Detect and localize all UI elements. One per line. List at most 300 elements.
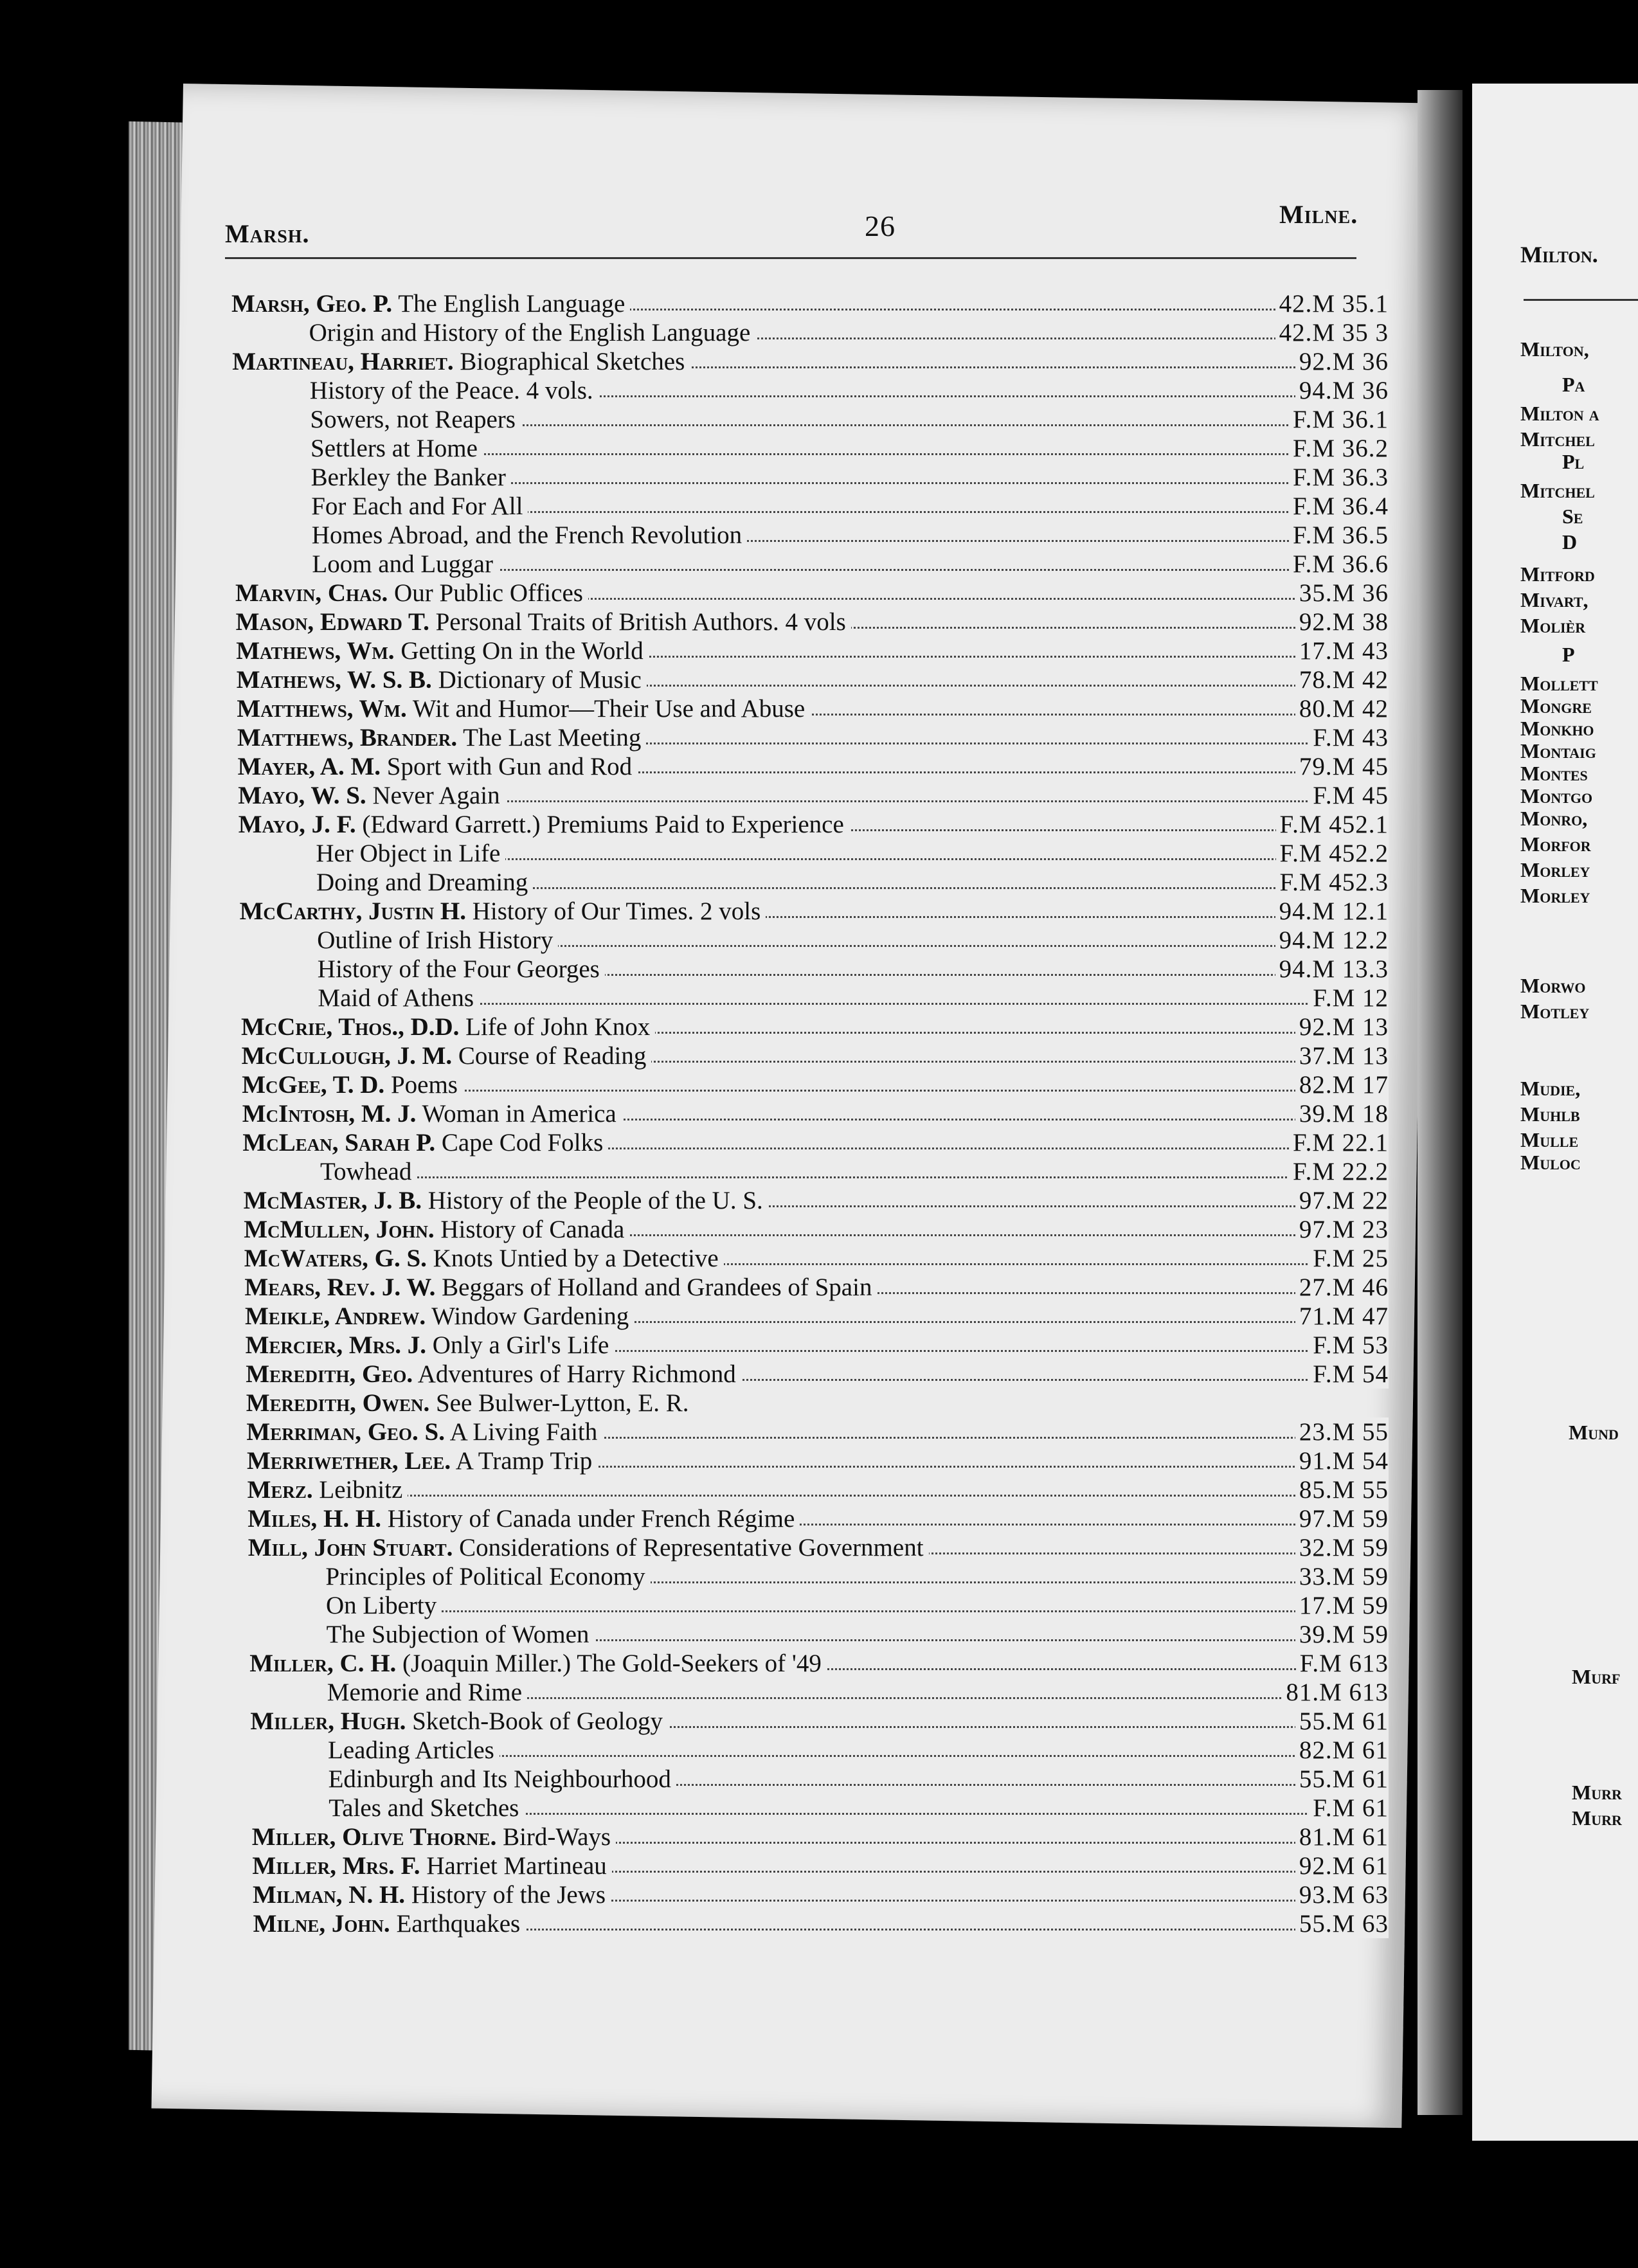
entry-author: Mercier, Mrs. J.: [245, 1331, 426, 1359]
entry-call-number: F.M 36.6: [1289, 550, 1389, 579]
facing-page-fragment: Morley: [1520, 858, 1590, 881]
entry-call-number: F.M 45: [1309, 781, 1389, 810]
entry-title: History of the People of the U. S.: [428, 1187, 763, 1214]
facing-page-fragment: Murf: [1572, 1665, 1621, 1688]
entry-call-number: 55.M 63: [1295, 1909, 1389, 1938]
entry-title: Edinburgh and Its Neighbourhood: [328, 1765, 671, 1793]
catalog-entry: [252, 1851, 1389, 1880]
catalog-entry: [253, 1909, 1389, 1938]
catalog-entry: [243, 1157, 1389, 1186]
entry-call-number: 71.M 47: [1295, 1302, 1389, 1331]
entry-title: Window Gardening: [431, 1302, 629, 1330]
entry-author: McMullen, John.: [244, 1216, 435, 1243]
entry-author: Miller, Mrs. F.: [252, 1852, 420, 1880]
catalog-entry: [239, 810, 1389, 839]
entry-title: Sketch-Book of Geology: [412, 1707, 663, 1735]
facing-page-fragment: Pl: [1562, 450, 1585, 473]
entry-text: [232, 319, 756, 346]
catalog-entry: [244, 1244, 1389, 1273]
entry-title: For Each and For All: [311, 492, 523, 520]
entry-call-number: 97.M 22: [1295, 1186, 1389, 1215]
catalog-entry: [250, 1707, 1389, 1736]
entry-title: The English Language: [398, 290, 626, 318]
entry-text: [239, 811, 849, 838]
entry-title: Settlers at Home: [310, 435, 478, 462]
facing-page-fragment: Murr: [1572, 1781, 1622, 1804]
facing-page-head: Milton.: [1520, 242, 1598, 267]
entry-call-number: 23.M 55: [1295, 1418, 1389, 1446]
entry-text: [239, 869, 533, 896]
facing-page-fragment: Mulle: [1520, 1128, 1579, 1151]
catalog-entry: [247, 1446, 1389, 1475]
facing-page-fragment: Milton a: [1520, 402, 1599, 425]
entry-author: Meikle, Andrew.: [245, 1302, 426, 1330]
entry-call-number: 17.M 43: [1295, 636, 1389, 665]
entry-title: A Living Faith: [449, 1418, 598, 1446]
catalog-entry: [237, 694, 1389, 723]
entry-title: Woman in America: [422, 1100, 616, 1128]
catalog-entry: [253, 1880, 1389, 1909]
entry-call-number: 39.M 18: [1295, 1099, 1389, 1128]
facing-page-fragment: Morfor: [1520, 833, 1591, 856]
entry-author: Milman, N. H.: [253, 1881, 406, 1909]
entry-author: Meredith, Geo.: [246, 1360, 413, 1388]
entry-text: [248, 1476, 408, 1504]
entry-text: [240, 926, 558, 954]
facing-page-fragment: Se: [1562, 505, 1583, 528]
entry-call-number: F.M 53: [1309, 1331, 1389, 1360]
entry-call-number: 97.M 23: [1295, 1215, 1389, 1244]
entry-text: [244, 1216, 629, 1243]
catalog-entry: [248, 1533, 1389, 1562]
facing-page-fragment: Muhlb: [1520, 1102, 1580, 1126]
entry-call-number: 42.M 35.1: [1275, 289, 1389, 318]
entry-title: On Liberty: [326, 1592, 437, 1619]
facing-page-fragment: Mund: [1569, 1421, 1619, 1444]
entry-text: [238, 782, 505, 809]
entry-author: Matthews, Brander.: [237, 724, 458, 752]
entry-title: Her Object in Life: [316, 840, 501, 867]
entry-title: (Joaquin Miller.) The Gold-Seekers of '49: [402, 1650, 822, 1677]
entry-text: [242, 1100, 622, 1128]
dot-leader: [248, 1495, 1389, 1497]
entry-text: [244, 1245, 724, 1272]
entry-author: Mathews, Wm.: [236, 637, 395, 665]
entry-author: Miles, H. H.: [248, 1505, 381, 1533]
entry-title: Earthquakes: [396, 1910, 521, 1938]
running-head-left: Marsh.: [225, 219, 310, 248]
entry-title: Cape Cod Folks: [441, 1129, 604, 1156]
entry-call-number: F.M 22.2: [1289, 1157, 1389, 1186]
entry-author: Merriwether, Lee.: [247, 1447, 451, 1475]
facing-page-fragment: Muloc: [1520, 1151, 1581, 1174]
catalog-entries: [231, 289, 1389, 1938]
entry-call-number: 91.M 54: [1295, 1446, 1389, 1475]
entry-text: [231, 290, 630, 318]
catalog-entry: [249, 1649, 1389, 1678]
entry-call-number: 32.M 59: [1295, 1533, 1389, 1562]
facing-page-fragment: Pa: [1562, 373, 1585, 396]
entry-call-number: 55.M 61: [1295, 1765, 1389, 1794]
entry-call-number: 82.M 61: [1295, 1736, 1389, 1765]
entry-call-number: 27.M 46: [1295, 1273, 1389, 1302]
entry-text: [233, 435, 483, 462]
entry-text: [242, 1129, 608, 1156]
entry-author: Marsh, Geo. P.: [231, 290, 393, 318]
catalog-entry: [238, 752, 1389, 781]
entry-text: [239, 840, 505, 867]
entry-text: [237, 724, 646, 752]
entry-text: [249, 1650, 827, 1677]
entry-author: Marvin, Chas.: [235, 579, 388, 607]
catalog-entry: [246, 1418, 1389, 1446]
entry-author: McCullough, J. M.: [241, 1042, 453, 1070]
entry-text: [241, 1013, 655, 1041]
entry-author: McLean, Sarah P.: [242, 1129, 436, 1156]
entry-text: [240, 897, 766, 925]
catalog-entry: [242, 1041, 1389, 1070]
entry-text: [246, 1360, 741, 1388]
catalog-entry: [241, 1013, 1389, 1041]
entry-text: [253, 1910, 526, 1938]
catalog-entry: [235, 521, 1389, 550]
entry-call-number: 78.M 42: [1295, 665, 1389, 694]
catalog-entry: [246, 1331, 1389, 1360]
catalog-entry: [239, 868, 1389, 897]
catalog-entry: [234, 463, 1389, 492]
entry-text: [243, 1158, 417, 1185]
entry-text: [253, 1881, 611, 1909]
facing-page-fragment: D: [1562, 530, 1578, 554]
catalog-entry: [246, 1360, 1389, 1389]
catalog-entry: [251, 1736, 1389, 1765]
entry-call-number: 81.M 613: [1282, 1678, 1389, 1707]
entry-title: See Bulwer-Lytton, E. R.: [435, 1389, 689, 1417]
entry-title: History of Our Times. 2 vols: [472, 897, 761, 925]
entry-text: [234, 492, 528, 520]
entry-call-number: 17.M 59: [1295, 1591, 1389, 1620]
entry-call-number: F.M 61: [1309, 1794, 1389, 1823]
entry-author: McCarthy, Justin H.: [239, 897, 466, 925]
running-head-right: Milne.: [1279, 200, 1358, 229]
catalog-entry: [244, 1273, 1389, 1302]
entry-text: [245, 1302, 634, 1330]
entry-text: [251, 1794, 524, 1822]
entry-title: Wit and Humor—Their Use and Abuse: [412, 695, 806, 723]
catalog-entry: [242, 1128, 1389, 1157]
entry-author: McGee, T. D.: [242, 1071, 385, 1099]
entry-text: [233, 406, 521, 433]
entry-text: [244, 1187, 768, 1214]
facing-page: [1472, 84, 1638, 2141]
entry-call-number: F.M 25: [1309, 1244, 1389, 1273]
catalog-entry: [235, 579, 1389, 608]
entry-title: Tales and Sketches: [328, 1794, 519, 1822]
entry-title: Outline of Irish History: [317, 926, 554, 954]
entry-call-number: 37.M 13: [1295, 1041, 1389, 1070]
catalog-entry: [240, 926, 1389, 955]
entry-text: [246, 1389, 694, 1417]
entry-title: Beggars of Holland and Grandees of Spain: [442, 1274, 872, 1301]
entry-author: Mears, Rev. J. W.: [244, 1274, 436, 1301]
entry-title: History of the Peace. 4 vols.: [309, 377, 593, 404]
entry-author: Mayo, W. S.: [238, 782, 366, 809]
facing-page-fragment: Molièr: [1520, 614, 1586, 637]
entry-text: [250, 1707, 668, 1735]
entry-title: History of the Four Georges: [317, 955, 600, 983]
entry-call-number: F.M 36.4: [1289, 492, 1389, 521]
entry-author: Milne, John.: [253, 1910, 390, 1938]
entry-title: History of the Jews: [411, 1881, 606, 1909]
facing-page-fragment: P: [1562, 643, 1575, 666]
entry-call-number: 94.M 12.1: [1275, 897, 1389, 926]
entry-text: [250, 1679, 527, 1706]
catalog-entry: [249, 1591, 1389, 1620]
catalog-entry: [233, 376, 1389, 405]
entry-text: [252, 1852, 611, 1880]
catalog-entry: [231, 289, 1389, 318]
catalog-entry: [248, 1475, 1389, 1504]
entry-text: [248, 1505, 800, 1533]
entry-author: Merz.: [247, 1476, 313, 1504]
entry-title: Personal Traits of British Authors. 4 vols: [435, 608, 846, 636]
entry-call-number: 94.M 36: [1295, 376, 1389, 405]
entry-title: Loom and Luggar: [312, 550, 493, 578]
entry-title: Considerations of Representative Government: [459, 1534, 924, 1562]
catalog-entry: [232, 347, 1389, 376]
entry-author: Miller, C. H.: [249, 1650, 397, 1677]
entry-call-number: 35.M 36: [1295, 579, 1389, 608]
entry-title: Knots Untied by a Detective: [433, 1245, 719, 1272]
catalog-entry: [232, 318, 1389, 347]
entry-call-number: 85.M 55: [1295, 1475, 1389, 1504]
entry-text: [248, 1563, 650, 1590]
entry-title: Poems: [390, 1071, 458, 1099]
entry-call-number: 93.M 63: [1295, 1880, 1389, 1909]
facing-page-fragment: Monro,: [1520, 807, 1588, 830]
entry-author: McIntosh, M. J.: [242, 1100, 417, 1128]
catalog-entry: [251, 1794, 1389, 1823]
catalog-entry: [244, 1215, 1389, 1244]
entry-title: (Edward Garrett.) Premiums Paid to Experience: [362, 811, 844, 838]
entry-call-number: 79.M 45: [1295, 752, 1389, 781]
entry-call-number: F.M 22.1: [1289, 1128, 1389, 1157]
entry-title: Course of Reading: [458, 1042, 647, 1070]
entry-author: Merriman, Geo. S.: [246, 1418, 445, 1446]
facing-page-fragment: Mollett: [1520, 672, 1598, 695]
entry-call-number: F.M 36.3: [1289, 463, 1389, 492]
facing-page-rule: [1524, 299, 1638, 301]
catalog-entry: [237, 665, 1389, 694]
entry-text: [249, 1592, 442, 1619]
entry-title: Maid of Athens: [318, 984, 474, 1012]
entry-text: [234, 464, 511, 491]
entry-title: The Last Meeting: [463, 724, 642, 752]
entry-call-number: 97.M 59: [1295, 1504, 1389, 1533]
catalog-entry: [251, 1765, 1389, 1794]
entry-text: [246, 1418, 602, 1446]
entry-text: [249, 1621, 595, 1648]
entry-author: McMaster, J. B.: [243, 1187, 422, 1214]
entry-title: Only a Girl's Life: [432, 1331, 609, 1359]
catalog-entry: [233, 434, 1389, 463]
entry-call-number: F.M 36.2: [1289, 434, 1389, 463]
entry-text: [237, 666, 647, 694]
facing-page-fragment: Mudie,: [1520, 1077, 1581, 1100]
facing-page-fragment: Montaig: [1520, 739, 1596, 762]
entry-author: McWaters, G. S.: [244, 1245, 427, 1272]
catalog-entry: [248, 1504, 1389, 1533]
entry-author: Meredith, Owen.: [246, 1389, 430, 1417]
entry-title: Homes Abroad, and the French Revolution: [311, 521, 742, 549]
catalog-entry: [250, 1678, 1389, 1707]
catalog-entry: [233, 405, 1389, 434]
entry-author: Miller, Olive Thorne.: [251, 1823, 497, 1851]
catalog-entry: [236, 636, 1389, 665]
catalog-entry: [245, 1302, 1389, 1331]
catalog-entry: [234, 492, 1389, 521]
entry-text: [235, 550, 498, 578]
entry-title: Sowers, not Reapers: [310, 406, 516, 433]
entry-call-number: 92.M 36: [1295, 347, 1389, 376]
catalog-entry: [238, 781, 1389, 810]
catalog-entry: [244, 1186, 1389, 1215]
entry-text: [242, 1071, 463, 1099]
entry-text: [236, 608, 851, 636]
facing-page-fragment: Morwo: [1520, 974, 1586, 997]
entry-author: Mayo, J. F.: [238, 811, 356, 838]
entry-title: Principles of Political Economy: [325, 1563, 645, 1590]
entry-text: [244, 1274, 877, 1301]
facing-page-fragment: Mitford: [1520, 562, 1595, 586]
header-rule: [225, 257, 1356, 259]
entry-title: Leibnitz: [319, 1476, 403, 1504]
entry-title: History of Canada: [440, 1216, 625, 1243]
entry-call-number: F.M 613: [1296, 1649, 1389, 1678]
facing-page-fragment: Montgo: [1520, 784, 1593, 807]
entry-author: Mill, John Stuart.: [248, 1534, 453, 1562]
entry-author: Mathews, W. S. B.: [236, 666, 432, 694]
entry-text: [235, 579, 588, 607]
catalog-entry: [242, 1070, 1389, 1099]
entry-title: Never Again: [372, 782, 500, 809]
entry-title: Our Public Offices: [394, 579, 583, 607]
entry-call-number: F.M 36.5: [1289, 521, 1389, 550]
entry-title: Towhead: [320, 1158, 412, 1185]
entry-call-number: F.M 12: [1309, 984, 1389, 1013]
entry-text: [236, 637, 649, 665]
entry-title: Harriet Martineau: [426, 1852, 607, 1880]
catalog-entry: [240, 984, 1389, 1013]
entry-call-number: F.M 36.1: [1289, 405, 1389, 434]
facing-page-fragment: Mitchel: [1520, 428, 1595, 451]
entry-text: [233, 377, 598, 404]
entry-call-number: 82.M 17: [1295, 1070, 1389, 1099]
entry-text: [251, 1765, 676, 1793]
catalog-entry: [239, 839, 1389, 868]
entry-title: Biographical Sketches: [460, 348, 685, 375]
facing-page-fragment: Morley: [1520, 884, 1590, 907]
entry-title: Dictionary of Music: [438, 666, 642, 694]
entry-call-number: F.M 452.2: [1276, 839, 1389, 868]
entry-author: Matthews, Wm.: [237, 695, 407, 723]
catalog-entry: [252, 1823, 1389, 1851]
entry-author: McCrie, Thos., D.D.: [241, 1013, 460, 1041]
entry-text: [235, 521, 747, 549]
entry-title: Origin and History of the English Language: [309, 319, 751, 346]
catalog-entry: [248, 1562, 1389, 1591]
page-number: 26: [865, 210, 896, 242]
entry-text: [246, 1331, 615, 1359]
catalog-entry: [240, 955, 1389, 984]
entry-text: [242, 1042, 652, 1070]
facing-page-fragment: Mivart,: [1520, 588, 1589, 611]
facing-page-fragment: Milton,: [1520, 338, 1589, 361]
entry-title: Leading Articles: [328, 1736, 494, 1764]
catalog-entry: [240, 897, 1389, 926]
entry-title: History of Canada under French Régime: [387, 1505, 795, 1533]
entry-text: [238, 753, 638, 780]
book-gutter: [1418, 90, 1462, 2115]
entry-title: Bird-Ways: [503, 1823, 611, 1851]
entry-title: Memorie and Rime: [327, 1679, 523, 1706]
entry-call-number: 92.M 38: [1295, 608, 1389, 636]
entry-call-number: F.M 452.1: [1276, 810, 1389, 839]
facing-page-fragment: Mongre: [1520, 694, 1592, 717]
catalog-entry: [235, 550, 1389, 579]
entry-title: Getting On in the World: [401, 637, 644, 665]
entry-call-number: F.M 54: [1309, 1360, 1389, 1389]
entry-call-number: 80.M 42: [1295, 694, 1389, 723]
entry-title: Sport with Gun and Rod: [386, 753, 633, 780]
catalog-entry: [237, 723, 1389, 752]
entry-call-number: 94.M 12.2: [1275, 926, 1389, 955]
catalog-entry: [246, 1389, 1389, 1418]
entry-call-number: 94.M 13.3: [1275, 955, 1389, 984]
entry-call-number: 42.M 35 3: [1275, 318, 1389, 347]
entry-call-number: 55.M 61: [1295, 1707, 1389, 1736]
entry-text: [240, 984, 479, 1012]
entry-author: Mayer, A. M.: [237, 753, 381, 780]
facing-page-fragment: Murr: [1572, 1806, 1622, 1830]
entry-title: Berkley the Banker: [310, 464, 506, 491]
entry-call-number: 92.M 13: [1295, 1013, 1389, 1041]
facing-page-fragment: Motley: [1520, 1000, 1590, 1023]
entry-call-number: 92.M 61: [1295, 1851, 1389, 1880]
entry-text: [232, 348, 690, 375]
entry-call-number: F.M 43: [1309, 723, 1389, 752]
entry-author: Miller, Hugh.: [250, 1707, 406, 1735]
entry-call-number: F.M 452.3: [1276, 868, 1389, 897]
facing-page-fragment: Mitchel: [1520, 479, 1595, 502]
entry-title: A Tramp Trip: [455, 1447, 593, 1475]
entry-text: [240, 955, 605, 983]
entry-title: Life of John Knox: [465, 1013, 651, 1041]
catalog-entry: [236, 608, 1389, 636]
entry-text: [248, 1534, 929, 1562]
entry-call-number: 39.M 59: [1295, 1620, 1389, 1649]
entry-author: Martineau, Harriet.: [232, 348, 454, 375]
entry-title: Doing and Dreaming: [316, 869, 528, 896]
facing-page-fragment: Monkho: [1520, 717, 1594, 740]
entry-title: The Subjection of Women: [326, 1621, 590, 1648]
entry-text: [252, 1823, 616, 1851]
entry-text: [247, 1447, 597, 1475]
entry-call-number: 33.M 59: [1295, 1562, 1389, 1591]
facing-page-fragment: Montes: [1520, 762, 1588, 785]
entry-text: [251, 1736, 500, 1764]
entry-author: Mason, Edward T.: [235, 608, 429, 636]
